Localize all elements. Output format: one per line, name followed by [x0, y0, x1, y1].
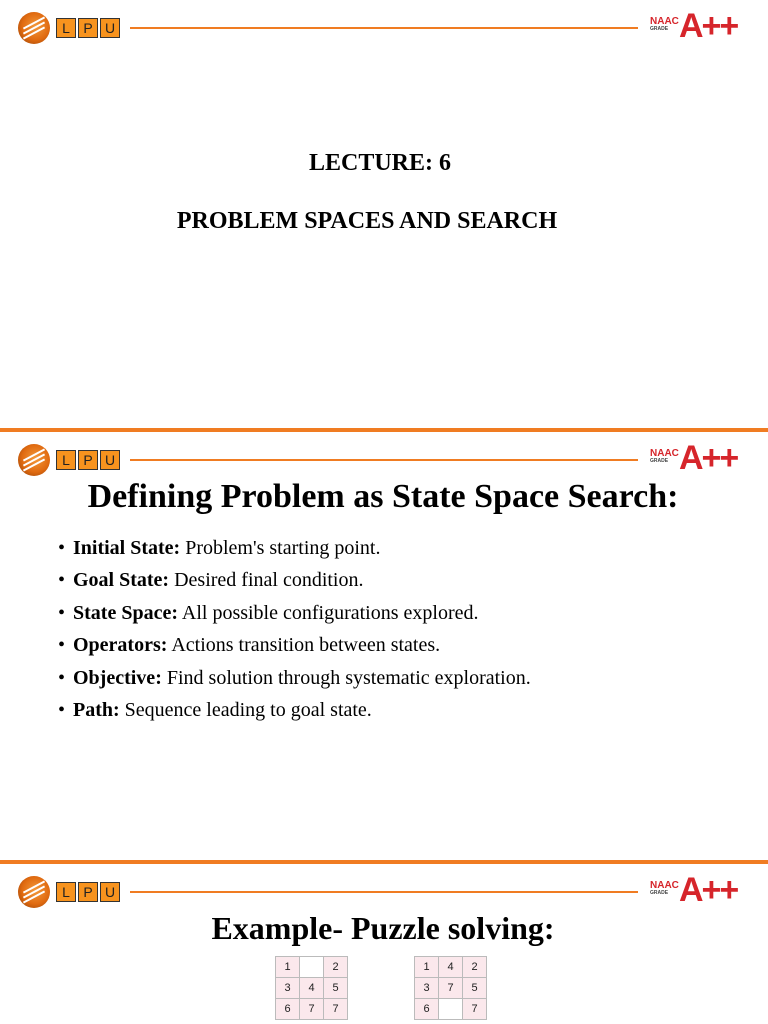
lpu-logo: L P U	[56, 882, 122, 901]
slide-header	[18, 871, 752, 910]
puzzle-tile: 1	[415, 957, 439, 978]
lecture-number: LECTURE: 6	[308, 150, 452, 176]
puzzle-tile	[439, 999, 463, 1020]
lpu-logo: L P U	[56, 450, 122, 469]
bullet-list	[58, 532, 531, 726]
puzzle-tile: 7	[439, 978, 463, 999]
naac-grade: A++	[679, 7, 738, 45]
header-rule	[130, 27, 638, 29]
slide-3	[0, 864, 768, 1024]
lecture-title: PROBLEM SPACES AND SEARCH	[176, 208, 558, 234]
puzzle-tile: 5	[324, 978, 348, 999]
naac-grade: A++	[679, 439, 738, 477]
puzzle-goal-grid	[414, 956, 487, 1020]
list-item: • Path: Sequence leading to goal state.	[58, 699, 372, 722]
lpu-logo: L P U	[56, 18, 122, 37]
slide-title: Example- Puzzle solving:	[211, 910, 555, 946]
puzzle-tile: 1	[276, 957, 300, 978]
puzzle-tile	[300, 957, 324, 978]
header-rule	[130, 891, 638, 893]
puzzle-tile: 6	[415, 999, 439, 1020]
slide-header	[18, 439, 752, 478]
puzzle-tile: 2	[324, 957, 348, 978]
header-rule	[130, 459, 638, 461]
puzzle-start-grid	[275, 956, 348, 1020]
puzzle-tile: 3	[276, 978, 300, 999]
list-item: • Goal State: Desired final condition.	[58, 569, 364, 592]
slide-1	[0, 0, 768, 428]
list-item: • State Space: All possible configurations explored.	[58, 601, 479, 624]
puzzle-tile: 5	[463, 978, 487, 999]
lpu-emblem-icon	[18, 12, 50, 44]
naac-label: NAAC GRADE	[650, 880, 679, 896]
puzzle-tile: 4	[300, 978, 324, 999]
puzzle-tile: 7	[300, 999, 324, 1020]
naac-label: NAAC GRADE	[650, 16, 679, 32]
naac-grade: A++	[679, 871, 738, 909]
list-item: • Operators: Actions transition between states.	[58, 634, 441, 657]
slide-title: Defining Problem as State Space Search:	[87, 478, 679, 515]
naac-label: NAAC GRADE	[650, 448, 679, 464]
slide-2	[0, 432, 768, 860]
lpu-emblem-icon	[18, 876, 50, 908]
puzzle-tile: 2	[463, 957, 487, 978]
slide-header	[18, 7, 752, 46]
list-item: • Initial State: Problem's starting point.	[58, 537, 381, 559]
puzzle-tile: 7	[463, 999, 487, 1020]
puzzle-tile: 6	[276, 999, 300, 1020]
list-item: • Objective: Find solution through systematic exploration.	[58, 666, 531, 689]
lpu-emblem-icon	[18, 444, 50, 476]
puzzle-tile: 3	[415, 978, 439, 999]
puzzle-tile: 7	[324, 999, 348, 1020]
puzzle-tile: 4	[439, 957, 463, 978]
